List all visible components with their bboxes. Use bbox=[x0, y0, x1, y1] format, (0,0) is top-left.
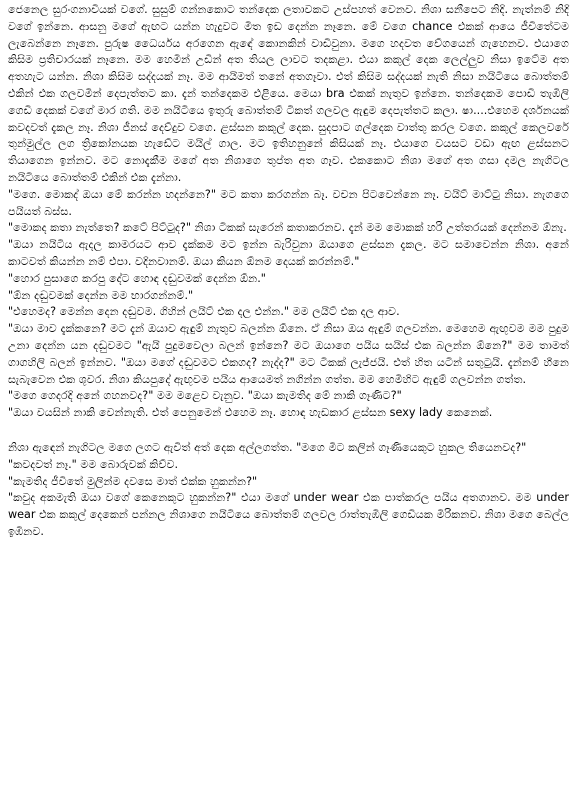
paragraph-2: "මගෙ. මොකද් ඔයා මේ කරන්න හදන්නෙ?" මට කතා කරගන්න බෑ. වචන පිටවෙන්නෙ නෑ. වයිට් මාට්ටු නිසා. නැගගෙ පයියත් බස්ස. bbox=[8, 187, 569, 218]
paragraph-12: "කවදවත් නෑ." මම බොරුවක් කිව්ව. bbox=[8, 457, 179, 471]
paragraph-11: නිශා ඇඳෙන් නැගිටල මගෙ ලගට ඇවිත් අත් දෙක අල්ලගත්ත. "මගෙ මීට කලින් ගෑණියෙකුට හුකල තියෙනවද?" bbox=[8, 440, 527, 454]
paragraph-8: "ඔයා මාව දැක්කනෙ? මට දැන් ඔයාව ඇඳුම් නැතුව බලන්න ඕනෙ. ඒ නිසා ඔය ඇඳුම් ගලවන්න. මෙහෙම ඇඟුවම මම පුදුම උනා දෙන්න යන දඬුවමට "ඇයි පුදුමවෙලා බලන් ඉන්නෙ? මට ඔයාගෙ පයිය සයිස් එක බලන්න ඕනෙ?" මම තාමත් ගාගහිලි බලන් ඉන්නව. "ඔයා මගේ දඬුවමට එකගද? නැද්ද?" මට ටිකක් ලැජ්ජයි. එත් හිත යටින් සතුටුයි. දැන්නම් හීනෙ සැබැවෙන එක ශුවර. නිශා කියපුදේ ඇඟුවම පයිය ආයෙමත් නගින්න ගත්ත. මම හෙමිහිට ඇඳුම් ගලවන්න ගත්ත. bbox=[8, 322, 569, 386]
paragraph-3: "මොකද කතා නැත්තෙ? කටේ පිට්ටුද?" නිශා ටිකක් සැරෙන් කතාකරනව. දැන් මම මොකක් හරි උත්තරයක් දෙන්නම ඕනැ. bbox=[8, 221, 567, 235]
paragraph-1: ජෙනෙල සුරංගනාවියක් වගේ. සුසුම් ගන්නකොට තන්දෙක ලතාවකට උස්පහත් වෙනව. නිශා සනීපෙට නිදි. නැත්නම් නිදි වගේ ඉන්නෙ. ආසනු මගේ ඇඟට යන්න හැදුවට මිත ඉඩ දෙන්න නෑනෙ. මේ වගෙ chance එකක් ආයෙ ජීවිතේටම ලැබෙන්නෙ නෑනෙ. පුරුෂ ධෛර්යය අරගෙන ඇඳේ කොනකින් වාඩිවුනා. මගෙ හදවත වේගයෙන් ගැහෙනව. එයාගෙ කිසිම ප්‍රතිචාරයක් නෑනෙ. මම හෙමින් උඩින් අත තියල ලාවට තදකළා. එයා කකුල් දෙක ලෙල්ලුව නිසා ඉටේම අත අතහැට යන්න. නිශා කිසිම සද්දයක් නෑ. මම ආයිමත් තනේ අතගෑවා. එත් කිසිම සද්දයක් නැති නිසා නයිටියෙ බොත්තම් එකින් එක ගලවමින් දෙපැත්තට කා. දැන් තන්දෙකම එළියෙ. මෙයා bra එකක් නැතුව ඉන්නෙ. තන්දෙකම පොඩි තැඹිලි ගෙඩි දෙකක් වගේ මාර ගති. මම නයිටියෙ ඉතුරු බොත්තම් ටිකත් ගලවල ඇඳුම දෙපැත්තට කලා. ෂා....එහෙම දර්ශනයක් කවදවත් දැකල නෑ. නිශා ජීනස් දෙව්දුව වගෙ. ළස්සන කකුල් දෙක. සුදපාට ගල්දෙක වාත්තු කරල වගෙ. කකුල් කෙලවරේ තුන්මුල්ල ලග ත්‍රිකෝනයක හැඩේට මයිල් ගාල. මට ඉතිහනුනේ කිසියක් නෑ. එයාගෙ වයසට වඩා ඇඟ ළස්සනට තියාගෙන ඉන්නව. මට නොදැකීම මගේ අත නිශාගෙ තුප්ත අත ගෑව. එකකොට නිශා මගේ අත ගසා දමල නැගිටල නයිටියෙ බොත්තම් එකින් එක දැන්නා. bbox=[8, 3, 569, 184]
paragraph-7: "එහෙමද? මෙන්න දෙන දඬුවම. ගිහින් ලයිට් එක දල එන්න." මම ලයිට් එක දල ආව. bbox=[8, 305, 400, 319]
paragraph-6: "ඕන දඬුවමක් දෙන්න මම භාරගන්නම්." bbox=[8, 288, 194, 302]
paragraph-14: "කවුද අකමැති ඔයා වගේ කෙනෙකුට හුකන්න?" එයා මගේ under wear එක පාත්කරල පයිය අතගානව. මම under wear එක කකුල් දෙකෙන් පන්නල නිශාගෙ නයිටියෙ බොත්තම් ගලවල රාත්තැඹිලි ගෙඩියක මිරිකනව. නිශා මගෙ බෙල්ල ඉඹිනව. bbox=[8, 491, 569, 538]
paragraph-10: "ඔයා වයසින් නාකි වෙන්නැති. එත් පෙනුමෙන් එහෙම නෑ. හොඳ හැඩකාර ළස්සන sexy lady කෙනෙක්. bbox=[8, 406, 493, 420]
paragraph-5: "හොර පුසාගෙ කරපු දේට හොඳ දඬුවමක් දෙන්න ඕන." bbox=[8, 271, 266, 285]
paragraph-gap bbox=[8, 422, 569, 440]
paragraph-9: "මගෙ ගෙදරදි අනේ ගහනවද?" මම මළෙව වැනුව. "ඔයා කැමතිද මේ නාකි ගෑණිට?" bbox=[8, 389, 402, 403]
paragraph-13: "කැමතිද ජීවිතේ මුලින්ම දවසෙ මාත් එක්ක හුකන්න?" bbox=[8, 474, 258, 488]
paragraph-4: "ඔයා නයිටිය ඇදල කාමරයට ආව දැක්කම මට ඉන්න බැරිවුනා ඔයාගෙ ළස්සන දැකල. මට සමාවෙන්න නිශා. අනේ කාටවත් කියන්න නම් එපා. වදිනවානම්. ඔයා කියන ඕනම දෙයක් කරන්නම්." bbox=[8, 238, 569, 268]
